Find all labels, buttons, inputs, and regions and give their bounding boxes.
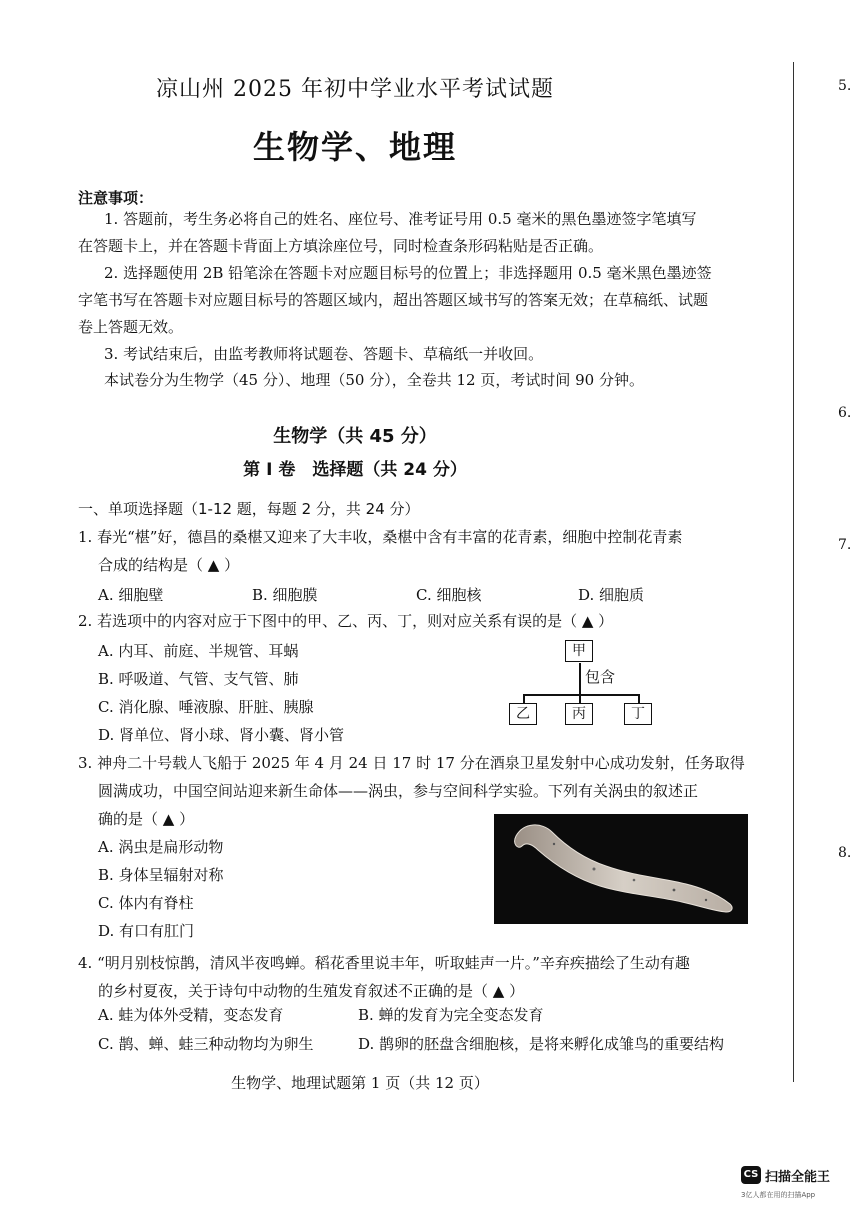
question-4-line: 的乡村夏夜，关于诗句中动物的生殖发育叙述不正确的是（ ▲ ） bbox=[98, 982, 525, 1000]
question-3-line: 确的是（ ▲ ） bbox=[98, 810, 195, 828]
diagram-node-child: 乙 bbox=[509, 703, 537, 725]
page-divider bbox=[793, 62, 794, 1082]
camscanner-name: 扫描全能王 bbox=[765, 1170, 831, 1185]
question-3-line: 3. 神舟二十号载人飞船于 2025 年 4 月 24 日 17 时 17 分在酒泉卫星发射中心成功发射，任务取得 bbox=[78, 754, 745, 772]
q1-option-a: A. 细胞壁 bbox=[98, 586, 164, 604]
question-3-line: 圆满成功，中国空间站迎来新生命体——涡虫，参与空间科学实验。下列有关涡虫的叙述正 bbox=[98, 782, 699, 800]
camscanner-logo-icon: CS bbox=[741, 1166, 761, 1184]
q3-option-a: A. 涡虫是扁形动物 bbox=[98, 838, 224, 856]
q4-option-a: A. 蛙为体外受精，变态发育 bbox=[98, 1006, 284, 1024]
diagram-connector bbox=[579, 663, 581, 694]
diagram-connector bbox=[638, 694, 640, 703]
question-1-line: 1. 春光“椹”好，德昌的桑椹又迎来了大丰收，桑椹中含有丰富的花青素，细胞中控制花青素 bbox=[78, 528, 683, 546]
biology-title: 生物学（共 45 分） bbox=[273, 426, 437, 447]
question-2-line: 2. 若选项中的内容对应于下图中的甲、乙、丙、丁，则对应关系有误的是（ ▲ ） bbox=[78, 612, 614, 630]
diagram-node-child: 丁 bbox=[624, 703, 652, 725]
notice-line: 2. 选择题使用 2B 铅笔涂在答题卡对应题目标号的位置上；非选择题用 0.5 毫米黑色墨迹签 bbox=[104, 264, 712, 282]
question-1-line: 合成的结构是（ ▲ ） bbox=[98, 556, 240, 574]
q2-option-a: A. 内耳、前庭、半规管、耳蜗 bbox=[98, 642, 299, 660]
planarian-photo bbox=[494, 814, 748, 924]
section-heading: 一、单项选择题（1-12 题，每题 2 分，共 24 分） bbox=[78, 500, 420, 518]
notice-line: 本试卷分为生物学（45 分）、地理（50 分），全卷共 12 页，考试时间 90 分钟。 bbox=[104, 371, 644, 389]
q3-option-d: D. 有口有肛门 bbox=[98, 922, 195, 940]
q2-option-c: C. 消化腺、唾液腺、肝脏、胰腺 bbox=[98, 698, 314, 716]
page-footer: 生物学、地理试题第 1 页（共 12 页） bbox=[231, 1074, 489, 1092]
margin-number: 5. bbox=[838, 78, 852, 94]
diagram-node-top: 甲 bbox=[565, 640, 593, 662]
q4-option-c: C. 鹊、蝉、蛙三种动物均为卵生 bbox=[98, 1035, 314, 1053]
notice-line: 1. 答题前，考生务必将自己的姓名、座位号、准考证号用 0.5 毫米的黑色墨迹签字笔填写 bbox=[104, 210, 697, 228]
q4-option-d: D. 鹊卵的胚盘含细胞核，是将来孵化成雏鸟的重要结构 bbox=[358, 1035, 725, 1053]
notice-line: 在答题卡上，并在答题卡背面上方填涂座位号，同时检查条形码粘贴是否正确。 bbox=[78, 237, 604, 255]
q3-option-c: C. 体内有脊柱 bbox=[98, 894, 194, 912]
notice-heading: 注意事项： bbox=[78, 189, 154, 207]
q2-option-d: D. 肾单位、肾小球、肾小囊、肾小管 bbox=[98, 726, 345, 744]
exam-title: 凉山州 2025 年初中学业水平考试试题 bbox=[156, 77, 554, 102]
q4-option-b: B. 蝉的发育为完全变态发育 bbox=[358, 1006, 544, 1024]
diagram-relation-label: 包含 bbox=[585, 668, 616, 686]
hierarchy-diagram bbox=[505, 638, 665, 730]
question-4-line: 4. “明月别枝惊鹊，清风半夜鸣蝉。稻花香里说丰年，听取蛙声一片。”辛弃疾描绘了生动有趣 bbox=[78, 954, 690, 972]
planarian-icon bbox=[494, 814, 748, 924]
diagram-node-child: 丙 bbox=[565, 703, 593, 725]
part-title: 第 I 卷 选择题（共 24 分） bbox=[243, 460, 467, 480]
notice-line: 3. 考试结束后，由监考教师将试题卷、答题卡、草稿纸一并收回。 bbox=[104, 345, 544, 363]
q1-option-d: D. 细胞质 bbox=[578, 586, 645, 604]
notice-line: 字笔书写在答题卡对应题目标号的答题区域内，超出答题区域书写的答案无效；在草稿纸、试题 bbox=[78, 291, 709, 309]
q1-option-c: C. 细胞核 bbox=[416, 586, 482, 604]
q3-option-b: B. 身体呈辐射对称 bbox=[98, 866, 224, 884]
margin-number: 6. bbox=[838, 405, 852, 421]
notice-line: 卷上答题无效。 bbox=[78, 318, 184, 336]
q1-option-b: B. 细胞膜 bbox=[252, 586, 318, 604]
margin-number: 7. bbox=[838, 537, 852, 553]
diagram-connector bbox=[523, 694, 525, 703]
diagram-connector bbox=[523, 694, 639, 696]
margin-number: 8. bbox=[838, 845, 852, 861]
diagram-connector bbox=[579, 694, 581, 703]
camscanner-tagline: 3亿人都在用的扫描App bbox=[741, 1191, 816, 1199]
q2-option-b: B. 呼吸道、气管、支气管、肺 bbox=[98, 670, 299, 688]
subject-title: 生物学、地理 bbox=[252, 128, 457, 166]
